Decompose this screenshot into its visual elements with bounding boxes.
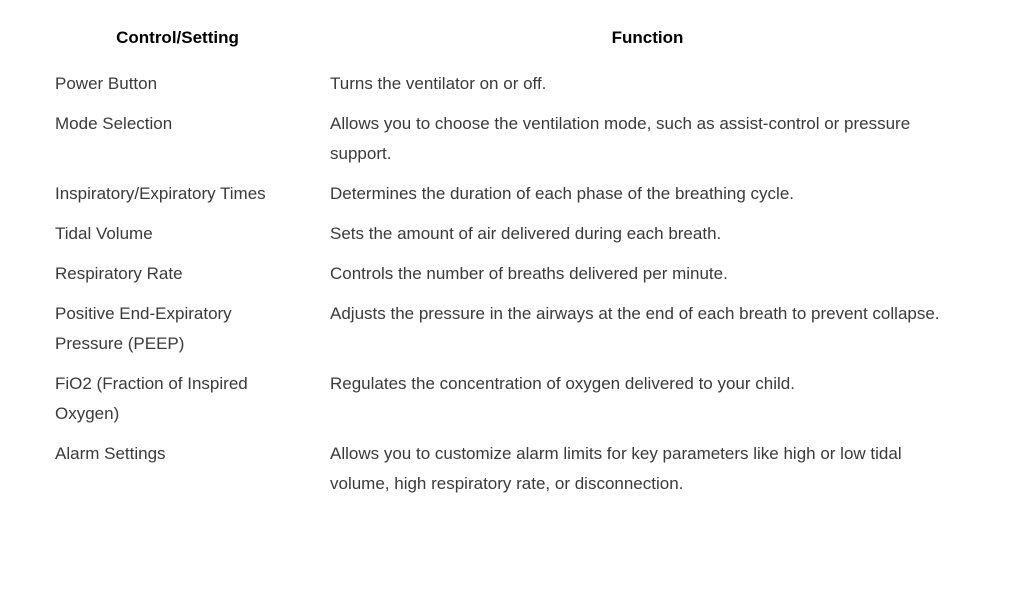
table-header-row [40, 20, 980, 64]
function-cell: Turns the ventilator on or off. [330, 74, 547, 93]
function-cell: Regulates the concentration of oxygen delivered to your child. [330, 374, 795, 393]
control-cell: FiO2 (Fraction of Inspired Oxygen) [55, 374, 248, 423]
control-cell: Tidal Volume [55, 224, 153, 243]
table-row [40, 254, 980, 294]
function-cell: Sets the amount of air delivered during each breath. [330, 224, 722, 243]
function-cell: Allows you to customize alarm limits for key parameters like high or low tidal volume, high respiratory rate, or disconnection. [330, 444, 902, 493]
table-header [40, 20, 980, 64]
header-control-setting: Control/Setting [116, 28, 239, 47]
table-row [40, 174, 980, 214]
table-row [40, 294, 980, 364]
table-body [40, 64, 980, 504]
control-cell: Inspiratory/Expiratory Times [55, 184, 266, 203]
control-cell: Alarm Settings [55, 444, 166, 463]
header-function: Function [611, 28, 684, 47]
table-row [40, 104, 980, 174]
table-row [40, 64, 980, 104]
function-cell: Adjusts the pressure in the airways at the end of each breath to prevent collapse. [330, 304, 940, 323]
function-cell: Allows you to choose the ventilation mode, such as assist-control or pressure support. [330, 114, 911, 163]
control-cell: Power Button [55, 74, 158, 93]
control-cell: Respiratory Rate [55, 264, 183, 283]
table-row [40, 434, 980, 504]
function-cell: Determines the duration of each phase of the breathing cycle. [330, 184, 795, 203]
table-row [40, 364, 980, 434]
control-cell: Mode Selection [55, 114, 173, 133]
table-row [40, 214, 980, 254]
function-cell: Controls the number of breaths delivered per minute. [330, 264, 728, 283]
ventilator-controls-table [40, 20, 980, 504]
control-cell: Positive End-Expiratory Pressure (PEEP) [55, 304, 232, 353]
